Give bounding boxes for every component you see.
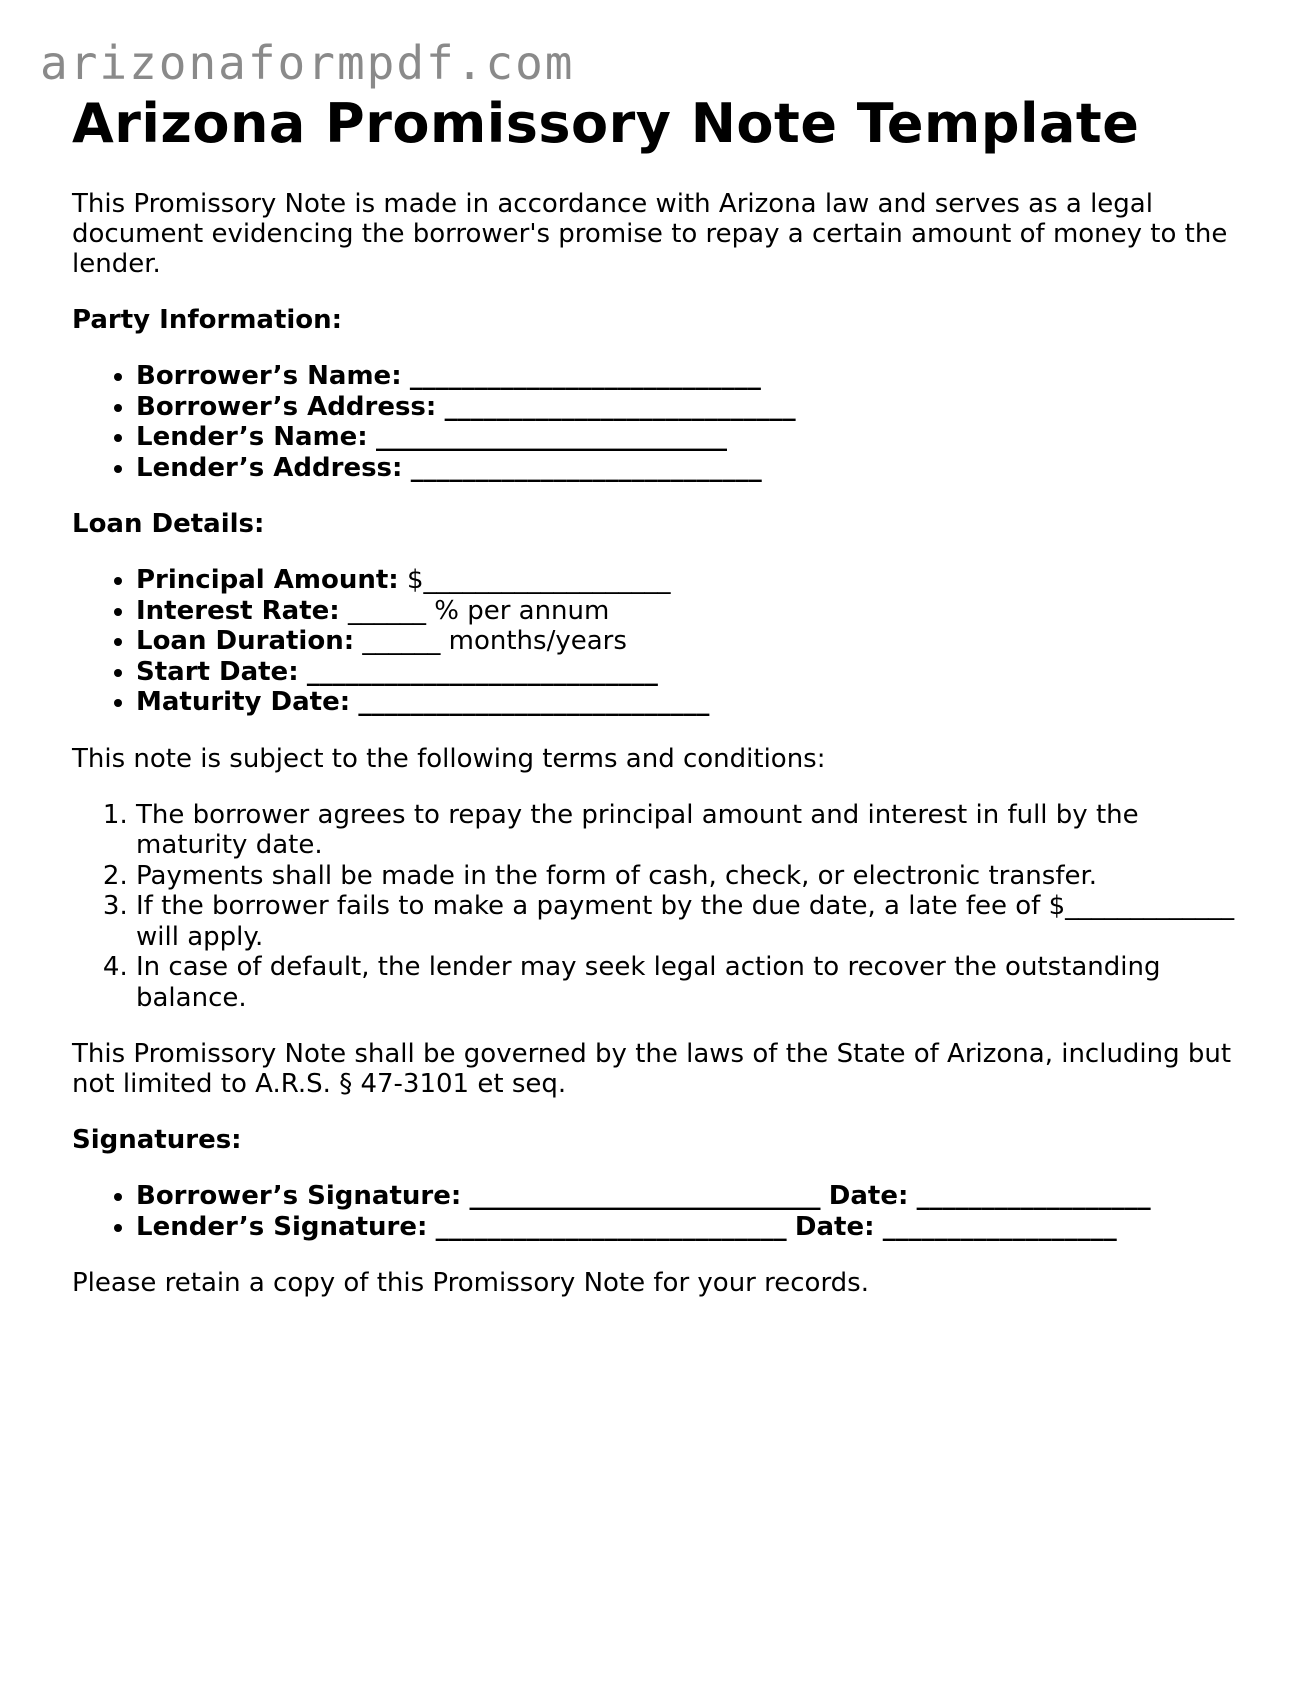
field-blank[interactable]: ______ months/years	[362, 626, 627, 657]
field-blank[interactable]: $___________________	[406, 565, 671, 596]
signatures-list	[72, 1181, 1252, 1242]
field-label: Loan Duration:	[136, 626, 355, 657]
field-label: Start Date:	[136, 656, 299, 687]
date-blank[interactable]: __________________	[882, 1211, 1117, 1242]
field-blank[interactable]: ___________________________	[375, 422, 727, 453]
field-label: Borrower’s Address:	[136, 391, 437, 422]
field-label: Borrower’s Signature:	[136, 1181, 462, 1212]
field-label: Principal Amount:	[136, 565, 399, 596]
list-item	[136, 657, 1252, 688]
list-item	[136, 687, 1252, 718]
governing-law-paragraph: This Promissory Note shall be governed by the laws of the State of Arizona, including but not limited to A.R.S. § 47-3101 et seq.	[72, 1039, 1232, 1100]
list-item: 4. In case of default, the lender may seek legal action to recover the outstanding balance.	[136, 952, 1252, 1013]
list-item	[136, 453, 1252, 484]
list-item	[136, 361, 1252, 392]
list-item: 3. If the borrower fails to make a payment by the due date, a late fee of $_____________ will apply.	[136, 891, 1252, 952]
date-label: Date:	[794, 1211, 875, 1242]
field-blank[interactable]: ___________________________	[410, 452, 762, 483]
field-blank[interactable]: ___________________________	[444, 391, 796, 422]
list-item	[136, 596, 1252, 627]
field-label: Borrower’s Name:	[136, 361, 402, 392]
field-label: Lender’s Name:	[136, 422, 368, 453]
loan-list	[72, 565, 1252, 718]
party-heading: Party Information:	[72, 305, 343, 336]
list-item	[136, 1181, 1252, 1212]
party-list	[72, 361, 1252, 483]
date-blank[interactable]: __________________	[916, 1181, 1151, 1212]
field-blank[interactable]: ______ % per annum	[347, 595, 610, 626]
intro-paragraph: This Promissory Note is made in accordance with Arizona law and serves as a legal document evidencing the borrower's promise to repay a certain amount of money to the lender.	[72, 189, 1228, 280]
field-label: Maturity Date:	[136, 687, 351, 718]
field-label: Lender’s Address:	[136, 452, 403, 483]
signature-blank[interactable]: ___________________________	[469, 1181, 821, 1212]
field-label: Lender’s Signature:	[136, 1211, 428, 1242]
list-item	[136, 1212, 1252, 1243]
list-item: 1. The borrower agrees to repay the principal amount and interest in full by the maturity date.	[136, 800, 1252, 861]
signatures-heading: Signatures:	[72, 1125, 242, 1156]
document-body	[72, 94, 1252, 1324]
loan-heading: Loan Details:	[72, 509, 265, 540]
field-blank[interactable]: ___________________________	[409, 361, 761, 392]
terms-intro: This note is subject to the following terms and conditions:	[72, 743, 826, 774]
list-item	[136, 422, 1252, 453]
field-blank[interactable]: ___________________________	[306, 656, 658, 687]
page-title: Arizona Promissory Note Template	[72, 92, 1140, 155]
list-item	[136, 565, 1252, 596]
list-item: 2. Payments shall be made in the form of cash, check, or electronic transfer.	[136, 861, 1252, 892]
date-label: Date:	[828, 1181, 909, 1212]
footer-note: Please retain a copy of this Promissory Note for your records.	[72, 1268, 869, 1299]
signature-blank[interactable]: ___________________________	[435, 1211, 787, 1242]
field-blank[interactable]: ___________________________	[358, 687, 710, 718]
terms-list	[72, 800, 1252, 1014]
field-label: Interest Rate:	[136, 595, 340, 626]
list-item	[136, 392, 1252, 423]
site-watermark: arizonaformpdf.com	[40, 36, 575, 90]
list-item	[136, 626, 1252, 657]
